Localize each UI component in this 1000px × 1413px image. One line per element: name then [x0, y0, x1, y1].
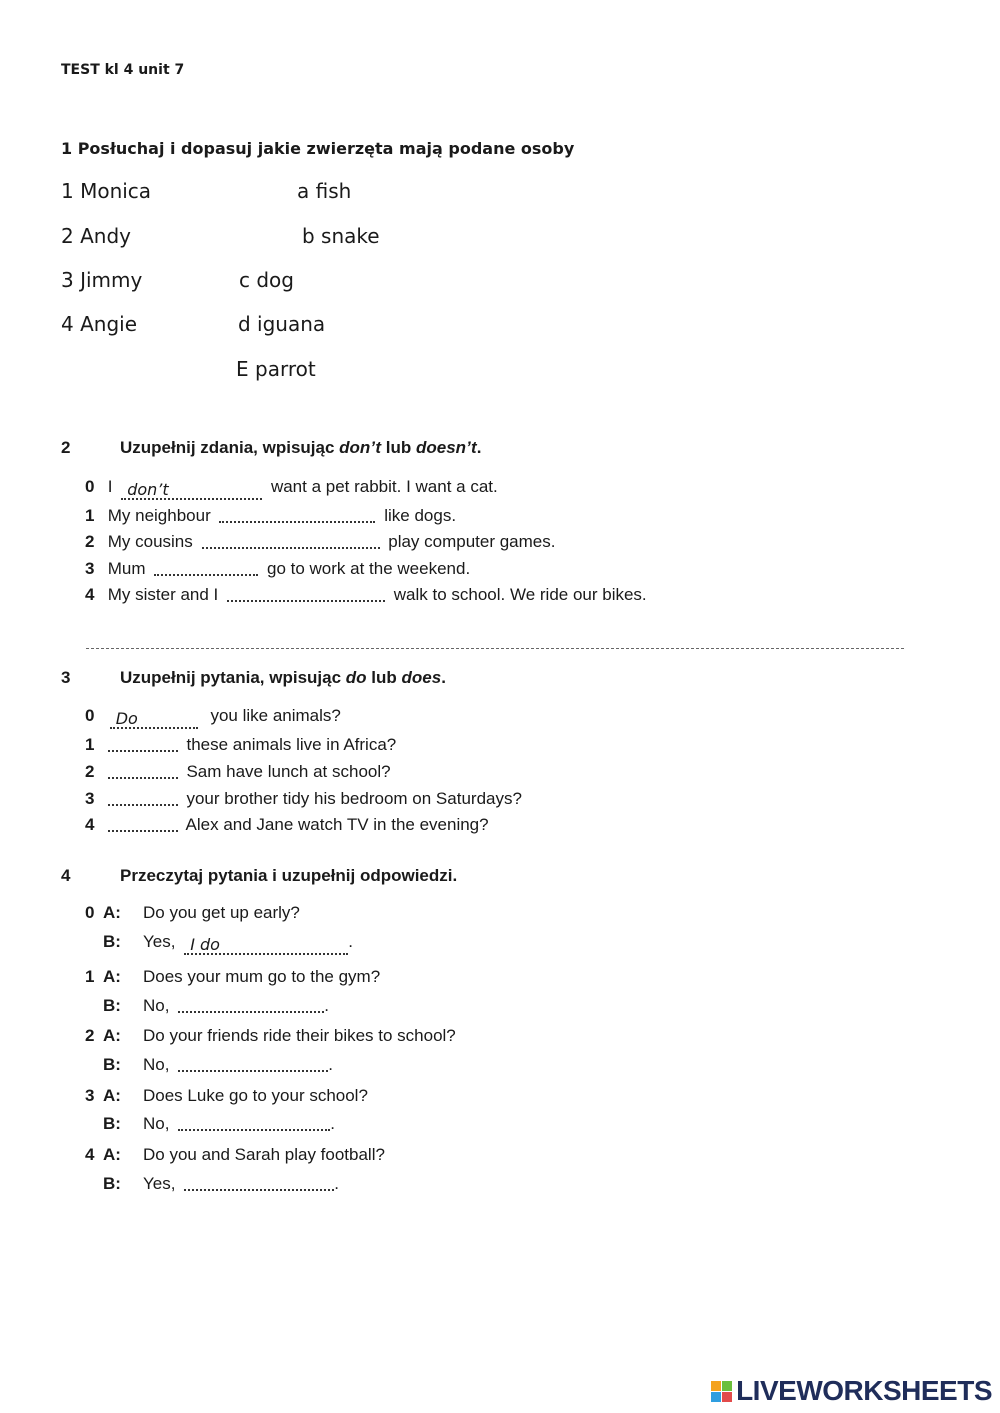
ex2-item-4: 4 My sister and I walk to school. We ride our bikes. [85, 585, 647, 604]
exercise-3-number: 3 [61, 668, 71, 687]
exercise-2-number: 2 [61, 438, 71, 457]
ex4-answer-0[interactable]: I do [184, 935, 348, 955]
ex2-answer-1[interactable] [219, 506, 375, 523]
ex2-item-2: 2 My cousins play computer games. [85, 532, 556, 551]
ex3-answer-3[interactable] [108, 789, 178, 806]
ex3-item-3: 3 your brother tidy his bedroom on Saturdays? [85, 789, 522, 808]
ex3-item-4: 4 Alex and Jane watch TV in the evening? [85, 815, 489, 834]
animal-iguana: d iguana [238, 312, 326, 336]
ex4-answer-1[interactable] [178, 996, 324, 1013]
ex2-item-0: 0 I don’t want a pet rabbit. I want a cat. [85, 477, 498, 499]
ex4-answer-4[interactable] [184, 1174, 334, 1191]
ex4-answer-row-0: B: Yes, I do . [103, 932, 353, 954]
ex2-answer-3[interactable] [154, 559, 258, 576]
ex2-answer-0[interactable]: don’t [121, 480, 262, 500]
ex3-item-1: 1 these animals live in Africa? [85, 735, 397, 754]
exercise-1-title: 1 Posłuchaj i dopasuj jakie zwierzęta mają podane osoby [61, 139, 575, 158]
animal-snake: b snake [302, 224, 380, 248]
logo-square [711, 1392, 721, 1402]
ex2-answer-4[interactable] [227, 585, 385, 602]
ex3-item-2: 2 Sam have lunch at school? [85, 762, 391, 781]
ex3-item-0: 0 Do you like animals? [85, 706, 341, 728]
person-angie: 4 Angie [61, 312, 137, 336]
ex4-question-1: 1 A: Does your mum go to the gym? [85, 967, 381, 986]
animal-fish: a fish [297, 179, 352, 203]
liveworksheets-logo [711, 1375, 992, 1407]
ex3-answer-4[interactable] [108, 815, 178, 832]
document-title: TEST kl 4 unit 7 [61, 62, 185, 78]
person-jimmy: 3 Jimmy [61, 268, 143, 292]
exercise-4-number: 4 [61, 866, 71, 885]
logo-square [711, 1381, 721, 1391]
logo-text: LIVEWORKSHEETS [736, 1375, 992, 1406]
ex4-answer-row-1: B: No, . [103, 996, 329, 1015]
ex4-answer-row-3: B: No, . [103, 1114, 335, 1133]
logo-mark-icon [711, 1381, 732, 1402]
person-monica: 1 Monica [61, 179, 152, 203]
ex4-question-0: 0 A: Do you get up early? [85, 903, 300, 922]
animal-parrot: E parrot [236, 357, 316, 381]
animal-dog: c dog [239, 268, 294, 292]
ex3-answer-2[interactable] [108, 762, 178, 779]
logo-square [722, 1381, 732, 1391]
ex3-answer-0[interactable]: Do [110, 709, 198, 729]
ex2-answer-2[interactable] [202, 532, 380, 549]
ex4-answer-2[interactable] [178, 1055, 328, 1072]
exercise-2-title: Uzupełnij zdania, wpisując don’t lub doesn’t. [120, 438, 482, 457]
ex4-question-2: 2 A: Do your friends ride their bikes to school? [85, 1026, 456, 1045]
ex4-question-4: 4 A: Do you and Sarah play football? [85, 1145, 385, 1164]
ex2-item-3: 3 Mum go to work at the weekend. [85, 559, 471, 578]
ex4-question-3: 3 A: Does Luke go to your school? [85, 1086, 368, 1105]
logo-square [722, 1392, 732, 1402]
exercise-4-title: Przeczytaj pytania i uzupełnij odpowiedzi. [120, 866, 458, 885]
ex3-answer-1[interactable] [108, 735, 178, 752]
person-andy: 2 Andy [61, 224, 131, 248]
ex4-answer-row-4: B: Yes, . [103, 1174, 339, 1193]
ex2-item-1: 1 My neighbour like dogs. [85, 506, 457, 525]
ex4-answer-3[interactable] [178, 1114, 330, 1131]
section-divider [86, 648, 904, 649]
ex4-answer-row-2: B: No, . [103, 1055, 333, 1074]
exercise-3-title: Uzupełnij pytania, wpisując do lub does. [120, 668, 446, 687]
